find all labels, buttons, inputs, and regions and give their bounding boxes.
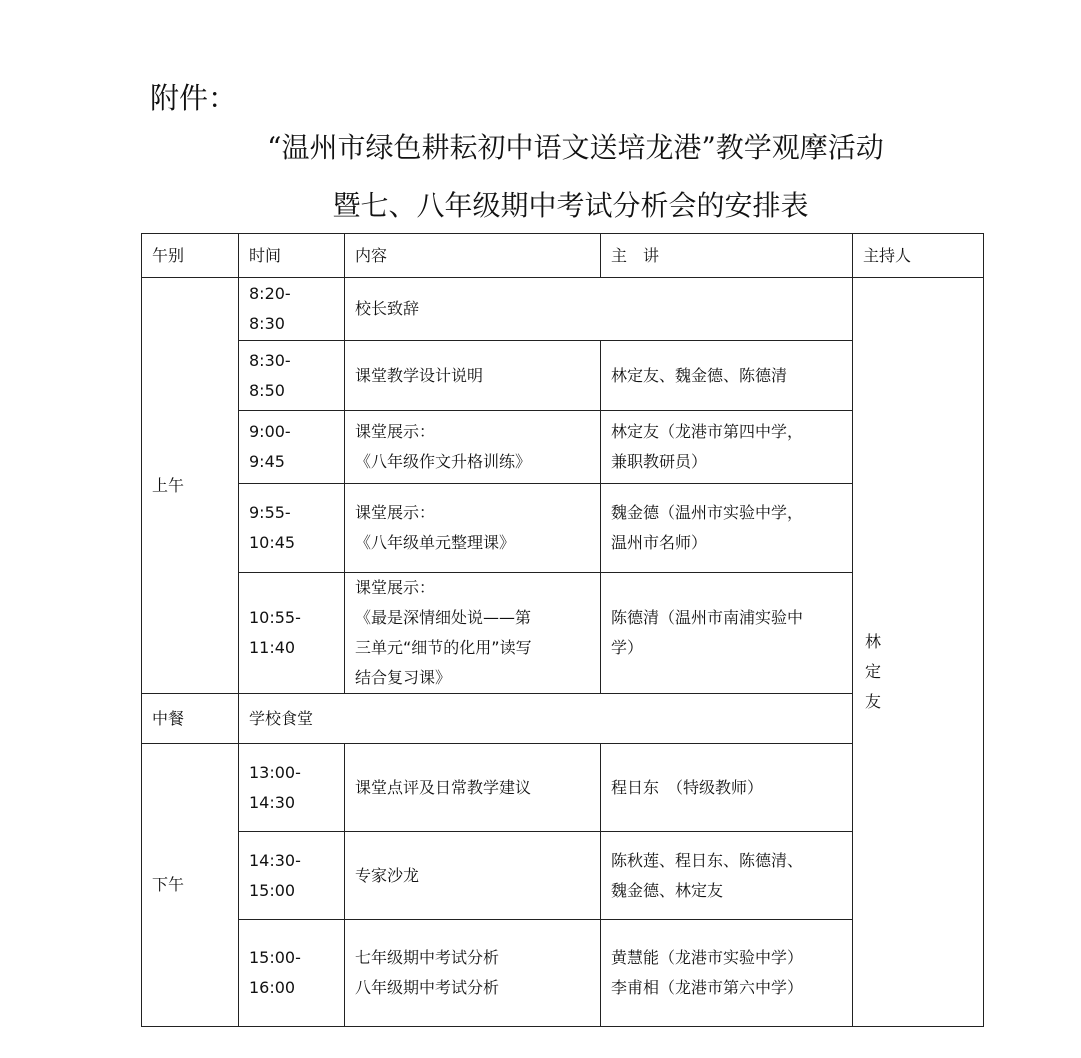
content-cell: 七年级期中考试分析 八年级期中考试分析 — [345, 920, 601, 1027]
content-cell: 校长致辞 — [345, 278, 853, 341]
content-cell: 课堂展示： 《八年级单元整理课》 — [345, 484, 601, 573]
header-period: 午别 — [142, 234, 239, 278]
speaker-cell: 程日东 （特级教师） — [601, 744, 853, 832]
speaker-cell: 黄慧能（龙港市实验中学） 李甫相（龙港市第六中学） — [601, 920, 853, 1027]
title-line-1: “温州市绿色耕耘初中语文送培龙港”教学观摩活动 — [267, 131, 884, 164]
time-cell: 9:00- 9:45 — [239, 411, 345, 484]
speaker-cell: 林定友、魏金德、陈德清 — [601, 341, 853, 411]
content-cell: 课堂展示： 《八年级作文升格训练》 — [345, 411, 601, 484]
time-cell: 9:55- 10:45 — [239, 484, 345, 573]
header-speaker: 主 讲 — [601, 234, 853, 278]
content-cell: 课堂教学设计说明 — [345, 341, 601, 411]
content-cell: 专家沙龙 — [345, 832, 601, 920]
speaker-cell: 陈德清（温州市南浦实验中 学） — [601, 573, 853, 694]
time-cell: 15:00- 16:00 — [239, 920, 345, 1027]
content-cell: 课堂展示： 《最是深情细处说——第 三单元“细节的化用”读写 结合复习课》 — [345, 573, 601, 694]
period-lunch: 中餐 — [142, 694, 239, 744]
period-afternoon: 下午 — [142, 744, 239, 1027]
speaker-cell: 陈秋莲、程日东、陈德清、 魏金德、林定友 — [601, 832, 853, 920]
host-cell: 林定友 — [853, 278, 984, 1027]
schedule-table — [141, 233, 984, 1027]
time-cell: 8:30- 8:50 — [239, 341, 345, 411]
content-cell: 课堂点评及日常教学建议 — [345, 744, 601, 832]
speaker-cell: 林定友（龙港市第四中学， 兼职教研员） — [601, 411, 853, 484]
speaker-cell: 魏金德（温州市实验中学， 温州市名师） — [601, 484, 853, 573]
period-morning: 上午 — [142, 278, 239, 694]
time-cell: 13:00- 14:30 — [239, 744, 345, 832]
time-cell: 10:55- 11:40 — [239, 573, 345, 694]
header-time: 时间 — [239, 234, 345, 278]
table-row — [142, 278, 984, 341]
header-content: 内容 — [345, 234, 601, 278]
header-host: 主持人 — [853, 234, 984, 278]
attachment-label: 附件： — [150, 81, 238, 115]
header-row — [142, 234, 984, 278]
time-cell: 8:20- 8:30 — [239, 278, 345, 341]
time-cell: 14:30- 15:00 — [239, 832, 345, 920]
lunch-place: 学校食堂 — [239, 694, 853, 744]
title-line-2: 暨七、八年级期中考试分析会的安排表 — [332, 189, 809, 222]
